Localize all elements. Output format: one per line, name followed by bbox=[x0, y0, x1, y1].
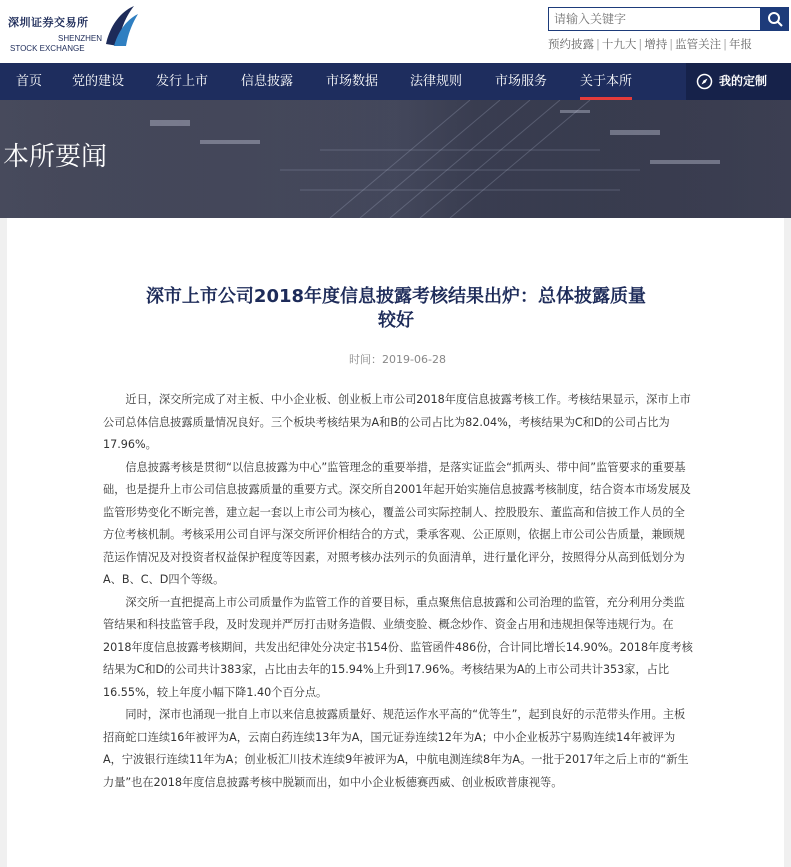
search-input[interactable] bbox=[549, 8, 760, 30]
nav-item-rules[interactable]: 法律规则 bbox=[410, 74, 463, 89]
compass-icon bbox=[696, 73, 713, 90]
left-page-margin bbox=[0, 218, 7, 867]
article-title-line2: 较好 bbox=[378, 310, 414, 331]
logo-chinese-name: 深圳证券交易所 bbox=[8, 16, 89, 29]
nav-item-home[interactable]: 首页 bbox=[16, 74, 43, 89]
logo-english-line1: SHENZHEN bbox=[58, 34, 103, 43]
article-paragraph-2: 信息披露考核是贯彻“以信息披露为中心”监管理念的重要举措，是落实证监会“抓两头、带中间”监管要求的重要基础，也是提升上市公司信息披露质量的重要方式。深交所自2001年起开始实施信息披露考核制度，结合资本市场发展及监管形势变化不断完善，建立起一套以上市公司为核心，覆盖公司实际控制人、控股股东、董监高和信披工作人员的全方位考核机制。考核采用公司自评与深交所评价相结合的方式，秉承客观、公正原则，依据上市公司公告质量，兼顾规范运作情况及对投资者权益保护程度等因素，对照考核办法列示的负面清单，进行量化评分，按照得分从高到低划分为A、B、C、D四个等级。 bbox=[103, 460, 691, 586]
article-paragraph-4: 同时，深市也涌现一批自上市以来信息披露质量好、规范运作水平高的“优等生”，起到良好的示范带头作用。主板招商蛇口连续16年被评为A，云南白药连续13年为A，国元证券连续12年为A；中小企业板苏宁易购连续14年被评为A，宁波银行连续11年为A；创业板汇川技术连续9年被评为A，中航电测连续8年为A。一批于2017年之后上市的“新生力量”也在2018年度信息披露考核中脱颖而出，如中小企业板德赛西威、创业板欧普康视等。 bbox=[103, 708, 689, 789]
site-header bbox=[0, 0, 791, 63]
right-page-margin bbox=[784, 218, 791, 867]
article-body bbox=[103, 389, 693, 794]
my-custom-label: 我的定制 bbox=[719, 74, 768, 88]
quick-link-attention[interactable]: 监管关注 bbox=[675, 37, 722, 51]
article-paragraph-1: 近日，深交所完成了对主板、中小企业板、创业板上市公司2018年度信息披露考核工作。考核结果显示，深市上市公司总体信息披露质量情况良好。三个板块考核结果为A和B的公司占比为82.04%，考核结果为C和D的公司占比为17.96%。 bbox=[103, 393, 691, 451]
nav-item-market-data[interactable]: 市场数据 bbox=[326, 74, 379, 89]
site-logo[interactable] bbox=[8, 4, 138, 56]
quick-link-19th[interactable]: 十九大 bbox=[601, 37, 637, 51]
nav-item-listing[interactable]: 发行上市 bbox=[156, 74, 209, 89]
quick-link-increase[interactable]: 增持 bbox=[644, 37, 668, 51]
article-paragraph-3: 深交所一直把提高上市公司质量作为监管工作的首要目标，重点聚焦信息披露和公司治理的监管，充分利用分类监管结果和科技监管手段，及时发现并严厉打击财务造假、业绩变脸、概念炒作、资金占用和违规担保等违规行为。在2018年度信息披露考核期间，共发出纪律处分决定书154份、监管函件486份，合计同比增长14.90%。2018年度考核结果为C和D的公司共计383家，占比由去年的15.94%上升到17.96%。考核结果为A的上市公司共计353家，占比16.55%，较上年度小幅下降1.40个百分点。 bbox=[103, 595, 693, 699]
search-box bbox=[548, 7, 761, 31]
quick-links: 预约披露 | 十九大 | 增持 | 监管关注 | 年报 bbox=[548, 37, 752, 51]
nav-item-disclosure[interactable]: 信息披露 bbox=[241, 74, 294, 89]
search-button[interactable] bbox=[761, 7, 789, 31]
page-banner bbox=[0, 100, 791, 218]
my-custom-button[interactable] bbox=[686, 63, 791, 100]
search-icon bbox=[761, 7, 789, 31]
article-title bbox=[100, 285, 692, 333]
main-nav bbox=[0, 63, 791, 100]
logo-emblem-icon bbox=[100, 4, 140, 48]
banner-title: 本所要闻 bbox=[3, 142, 108, 172]
article-time: 时间：2019-06-28 bbox=[349, 353, 446, 366]
quick-link-disclosure[interactable]: 预约披露 bbox=[548, 37, 594, 51]
nav-item-about[interactable]: 关于本所 bbox=[580, 63, 632, 100]
quick-link-annual[interactable]: 年报 bbox=[729, 37, 752, 51]
nav-item-party[interactable]: 党的建设 bbox=[72, 74, 125, 89]
banner-background-graphic bbox=[0, 100, 791, 218]
nav-item-services[interactable]: 市场服务 bbox=[495, 74, 548, 89]
logo-english-line2: STOCK EXCHANGE bbox=[10, 44, 85, 53]
article-title-line1: 深市上市公司2018年度信息披露考核结果出炉：总体披露质量 bbox=[145, 286, 647, 307]
